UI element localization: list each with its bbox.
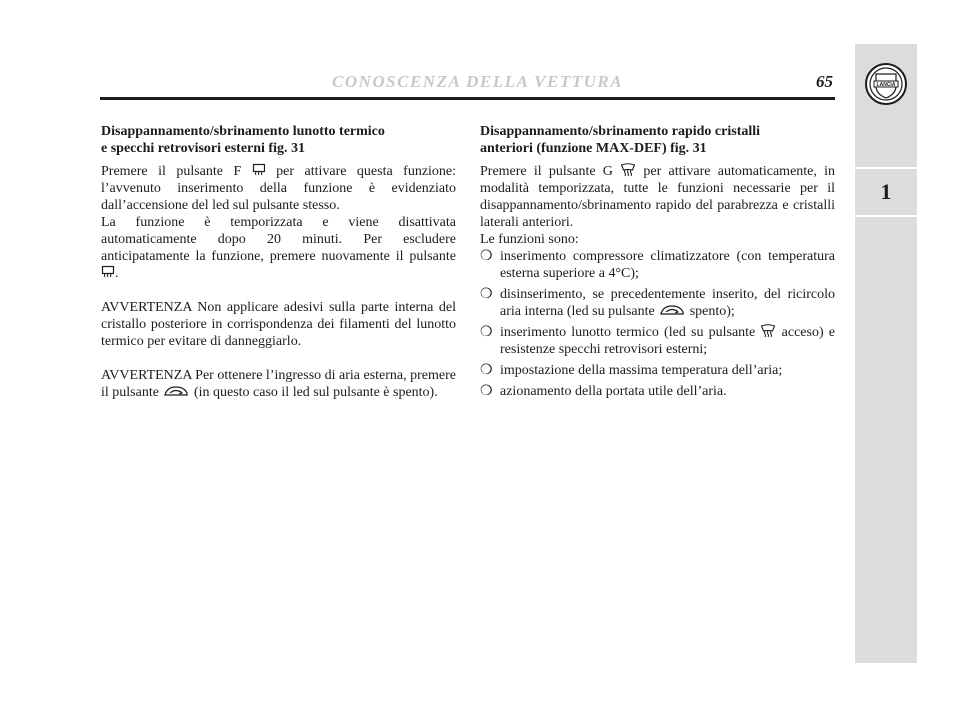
rear-window-defrost-icon (252, 163, 266, 177)
right-column (480, 123, 835, 404)
paragraph: Premere il pulsante F per attivare questa funzione: l’avvenuto inserimento della funzione è evidenziato dall’accensione del led sul pulsante stesso. (101, 164, 457, 213)
chapter-side-strip (855, 44, 917, 663)
svg-text:LANCIA: LANCIA (876, 82, 896, 88)
running-title: CONOSCENZA DELLA VETTURA (332, 72, 624, 91)
paragraph: Le funzioni sono: (480, 232, 579, 247)
list-item: ❍ inserimento compressore climatizzatore (con temperatura esterna superiore a 4°C); (480, 249, 835, 281)
bullet-icon: ❍ (480, 363, 493, 378)
brand-logo (855, 44, 917, 124)
page-header (100, 72, 835, 96)
page-number: 65 (816, 72, 833, 91)
bullet-icon: ❍ (480, 287, 493, 302)
windscreen-defrost-icon (760, 324, 776, 338)
paragraph: Premere il pulsante G per attivare automaticamente, in modalità temporizzata, tutte le funzioni necessarie per il disappannamento/sbrinamento rapido del parabrezza e cristalli laterali anteriori. (480, 164, 836, 230)
rear-window-defrost-icon (101, 265, 115, 279)
chapter-number: 1 (880, 179, 892, 204)
lancia-shield-icon (864, 62, 908, 106)
function-list (480, 248, 835, 400)
left-column (101, 123, 456, 401)
air-recirculation-icon (658, 303, 686, 317)
list-item: ❍ disinserimento, se precedentemente inserito, del ricircolo aria interna (led su pulsante spento); (480, 287, 835, 319)
section-heading-rear-defrost: Disappannamento/sbrinamento lunotto termico e specchi retrovisori esterni fig. 31 (101, 124, 385, 156)
list-item: ❍ azionamento della portata utile dell’aria. (480, 384, 727, 399)
list-item: ❍ impostazione della massima temperatura dell’aria; (480, 363, 783, 378)
warning-note: AVVERTENZA Non applicare adesivi sulla parte interna del cristallo posteriore in corrispondenza dei filamenti del lunotto termico per evitare di danneggiarlo. (101, 300, 456, 349)
header-rule (100, 97, 835, 100)
windscreen-defrost-icon (620, 163, 636, 177)
paragraph: La funzione è temporizzata e viene disattivata automaticamente dopo 20 minuti. Per escludere anticipatamente la funzione, premere nuovamente il pulsante . (101, 215, 456, 281)
bullet-icon: ❍ (480, 325, 493, 340)
warning-note: AVVERTENZA Per ottenere l’ingresso di aria esterna, premere il pulsante (in questo caso il led sul pulsante è spento). (101, 368, 457, 400)
air-recirculation-icon (162, 384, 190, 398)
section-heading-max-def: Disappannamento/sbrinamento rapido cristalli anteriori (funzione MAX-DEF) fig. 31 (480, 124, 761, 156)
bullet-icon: ❍ (480, 249, 493, 264)
bullet-icon: ❍ (480, 384, 493, 399)
list-item: ❍ inserimento lunotto termico (led su pulsante acceso) e resistenze specchi retrovisori esterni; (480, 325, 836, 357)
